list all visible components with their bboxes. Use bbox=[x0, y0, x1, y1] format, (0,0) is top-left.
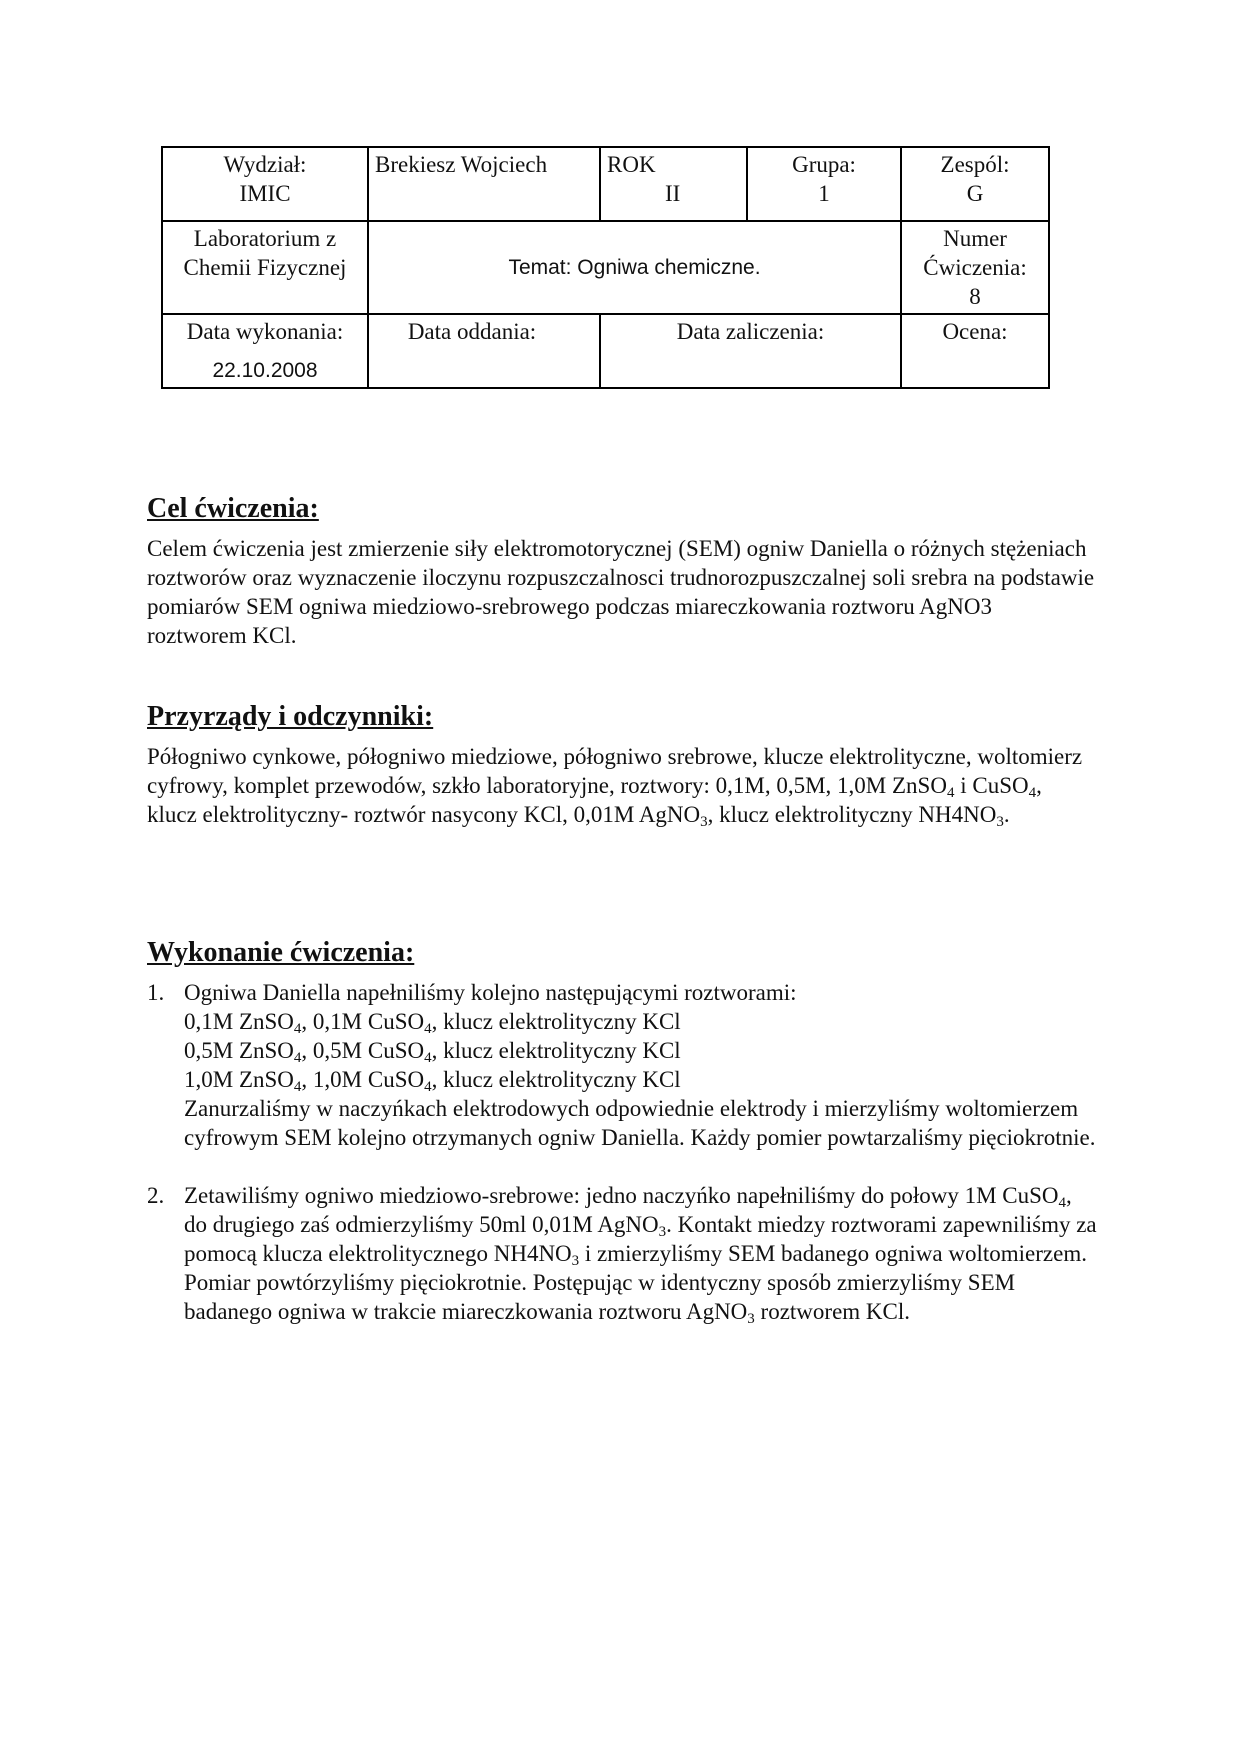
step2-text: Zetawiliśmy ogniwo miedziowo-srebrowe: jedno naczyńko napełniliśmy do połowy 1M CuSO$_4$, do drugiego zaś odmierzyliśmy 50ml 0,01M AgNO$_3$. Kontakt miedzy roztworami zapewniliśmy za pomocą klucza elektrolitycznego $NH4NO_3$ i zmierzyliśmy SEM badanego ogniwa woltomierzem. Pomiar powtórzyliśmy pięciokrotnie. Postępując w identyczny sposób zmierzyliśmy SEM badanego ogniwa w trakcie miareczkowania roztworu AgNO$_3$ roztworem KCl. bbox=[184, 1183, 1097, 1327]
topic-text: Temat: Ogniwa chemiczne. bbox=[508, 256, 761, 279]
zespol-label: Zespól: bbox=[940, 152, 1010, 177]
lab-line2: Chemii Fizycznej bbox=[183, 255, 347, 280]
header-row bbox=[162, 147, 1049, 221]
lab-cell bbox=[162, 221, 368, 314]
header-row bbox=[162, 314, 1049, 388]
header-row bbox=[162, 221, 1049, 314]
grupa-label: Grupa: bbox=[792, 152, 856, 177]
solution-line: 1,0M ZnSO$_4$, 1,0M CuSO$_4$, klucz elektrolityczny KCl bbox=[184, 1067, 681, 1095]
wykonanie-heading: Wykonanie ćwiczenia: bbox=[147, 937, 415, 968]
step1-intro: Ogniwa Daniella napełniliśmy kolejno następującymi roztworami: bbox=[184, 980, 797, 1005]
steps-list bbox=[147, 978, 1097, 1326]
rok-cell bbox=[600, 147, 747, 221]
data-oddania-cell bbox=[368, 314, 600, 388]
author-cell bbox=[368, 147, 600, 221]
przyrzady-text: Półogniwo cynkowe, półogniwo miedziowe, półogniwo srebrowe, klucze elektrolityczne, woltomierz cyfrowy, komplet przewodów, szkło laboratoryjne, roztwory: 0,1M, 0,5M, 1,0M ZnSO$_4$ i CuSO$_4$, klucz elektrolityczny- roztwór nasycony KCl, 0,01M AgNO$_3$, klucz elektrolityczny $NH4NO_3$. bbox=[147, 744, 1083, 830]
data-wykonania-value: 22.10.2008 bbox=[212, 359, 318, 382]
numer-line2: Ćwiczenia: bbox=[923, 255, 1027, 280]
zespol-cell bbox=[901, 147, 1049, 221]
step-number: 2. bbox=[147, 1183, 165, 1208]
data-oddania-label: Data oddania: bbox=[407, 319, 537, 344]
data-zaliczenia-label: Data zaliczenia: bbox=[676, 319, 825, 344]
solution-line: 0,1M ZnSO$_4$, 0,1M CuSO$_4$, klucz elektrolityczny KCl bbox=[184, 1009, 681, 1037]
step-item-2 bbox=[147, 1181, 1097, 1326]
numer-value: 8 bbox=[969, 284, 981, 309]
rok-label: ROK bbox=[607, 152, 656, 177]
przyrzady-section bbox=[147, 700, 1097, 829]
cel-heading: Cel ćwiczenia: bbox=[147, 493, 319, 524]
cel-text: Celem ćwiczenia jest zmierzenie siły elektromotorycznej (SEM) ogniw Daniella o różnych stężeniach roztworów oraz wyznaczenie iloczynu rozpuszczalnosci trudnorozpuszczalnej soli srebra na podstawie pomiarów SEM ogniwa miedziowo-srebrowego podczas miareczkowania roztworu AgNO3 roztworem KCl. bbox=[147, 536, 1095, 648]
cel-section bbox=[147, 492, 1097, 650]
list-spacer bbox=[147, 1152, 1097, 1181]
ocena-cell bbox=[901, 314, 1049, 388]
lab-line1: Laboratorium z bbox=[193, 226, 337, 251]
wydzial-cell bbox=[162, 147, 368, 221]
solution-line: 0,5M ZnSO$_4$, 0,5M CuSO$_4$, klucz elektrolityczny KCl bbox=[184, 1038, 681, 1066]
wydzial-label: Wydział: bbox=[223, 152, 307, 177]
data-wykonania-cell bbox=[162, 314, 368, 388]
data-zaliczenia-cell bbox=[600, 314, 901, 388]
grupa-cell bbox=[747, 147, 901, 221]
author-name: Brekiesz Wojciech bbox=[375, 152, 548, 177]
topic-cell bbox=[368, 221, 901, 314]
zespol-value: G bbox=[966, 181, 984, 206]
step-item-1 bbox=[147, 978, 1097, 1152]
data-wykonania-label: Data wykonania: bbox=[186, 319, 344, 344]
grupa-value: 1 bbox=[818, 181, 830, 206]
wydzial-value: IMIC bbox=[239, 181, 291, 206]
ocena-label: Ocena: bbox=[942, 319, 1008, 344]
step1-outro: Zanurzaliśmy w naczyńkach elektrodowych odpowiednie elektrody i mierzyliśmy woltomierzem cyfrowym SEM kolejno otrzymanych ogniw Daniella. Każdy pomier powtarzaliśmy pięciokrotnie. bbox=[184, 1096, 1096, 1150]
rok-value: II bbox=[665, 181, 681, 206]
numer-line1: Numer bbox=[943, 226, 1007, 251]
wykonanie-section bbox=[147, 936, 1097, 1326]
numer-cell bbox=[901, 221, 1049, 314]
przyrzady-heading: Przyrządy i odczynniki: bbox=[147, 701, 434, 732]
header-table bbox=[161, 146, 1050, 389]
step-number: 1. bbox=[147, 980, 165, 1005]
